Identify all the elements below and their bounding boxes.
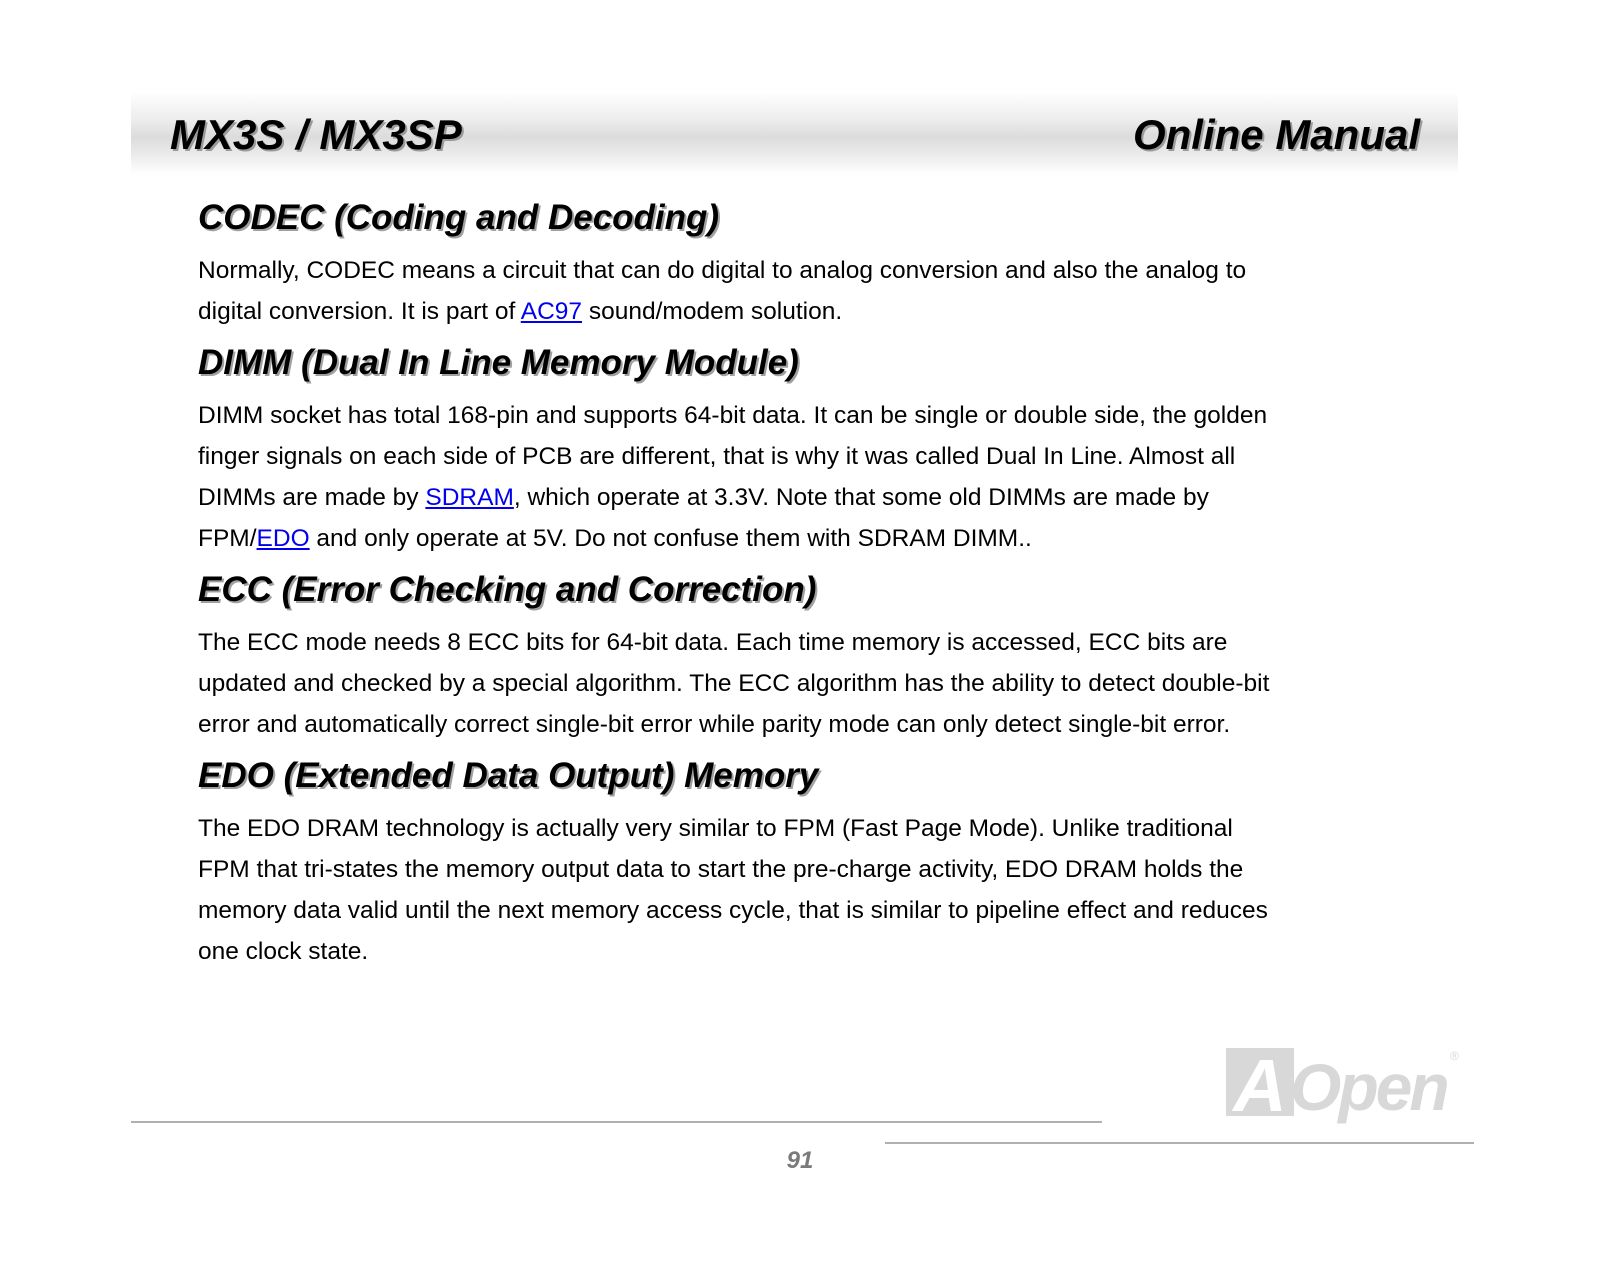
registered-mark-icon: ® xyxy=(1450,1049,1459,1063)
body-text: error and automatically correct single-bit error while parity mode can only detect single-bit error. xyxy=(198,711,1231,738)
section-heading: CODEC (Coding and Decoding) xyxy=(198,198,720,237)
glossary-link-ac97[interactable]: AC97 xyxy=(520,298,583,325)
body-line xyxy=(198,808,1438,849)
body-text: , which operate at 3.3V. Note that some old DIMMs are made by xyxy=(513,484,1209,511)
section-heading: DIMM (Dual In Line Memory Module) xyxy=(198,343,799,382)
body-line xyxy=(198,622,1438,663)
body-line xyxy=(198,890,1438,931)
body-line xyxy=(198,291,1438,332)
body-text: The ECC mode needs 8 ECC bits for 64-bit data. Each time memory is accessed, ECC bits are xyxy=(198,629,1228,656)
body-text: The EDO DRAM technology is actually very similar to FPM (Fast Page Mode). Unlike traditional xyxy=(198,815,1233,842)
footer-rule-left xyxy=(131,1121,1102,1123)
page-number: 91 xyxy=(786,1147,814,1174)
aopen-logo-open: Open xyxy=(1290,1050,1447,1124)
body-text: FPM/ xyxy=(198,525,257,552)
body-line xyxy=(198,250,1438,291)
body-text: DIMM socket has total 168-pin and supports 64-bit data. It can be single or double side, the golden xyxy=(198,402,1268,429)
body-text: memory data valid until the next memory access cycle, that is similar to pipeline effect and reduces xyxy=(198,897,1268,924)
body-line xyxy=(198,395,1438,436)
footer-rule-right xyxy=(885,1142,1474,1144)
body-text: updated and checked by a special algorithm. The ECC algorithm has the ability to detect double-bit xyxy=(198,670,1270,697)
manual-model-title: MX3S / MX3SP xyxy=(170,111,462,158)
body-text: DIMMs are made by xyxy=(198,484,426,511)
section-heading: ECC (Error Checking and Correction) xyxy=(198,570,817,609)
body-line xyxy=(198,477,1438,518)
section-body xyxy=(198,250,1438,332)
body-line xyxy=(198,663,1438,704)
glossary-link-sdram[interactable]: SDRAM xyxy=(425,484,514,511)
body-text: and only operate at 5V. Do not confuse them with SDRAM DIMM.. xyxy=(309,525,1032,552)
body-text: one clock state. xyxy=(198,938,369,965)
body-line xyxy=(198,518,1438,559)
glossary-link-edo[interactable]: EDO xyxy=(256,525,310,552)
body-text: sound/modem solution. xyxy=(582,298,843,325)
section-body xyxy=(198,622,1438,745)
body-line xyxy=(198,849,1438,890)
body-text: FPM that tri-states the memory output data to start the pre-charge activity, EDO DRAM holds the xyxy=(198,856,1244,883)
body-line xyxy=(198,704,1438,745)
aopen-logo-a: A xyxy=(1233,1044,1287,1127)
body-line xyxy=(198,931,1438,972)
section-heading: EDO (Extended Data Output) Memory xyxy=(198,756,819,795)
section-body xyxy=(198,395,1438,559)
glossary-content xyxy=(198,190,1438,975)
section-body xyxy=(198,808,1438,972)
body-text: finger signals on each side of PCB are different, that is why it was called Dual In Line. Almost all xyxy=(198,443,1236,470)
aopen-logo xyxy=(1224,1040,1464,1130)
body-line xyxy=(198,436,1438,477)
body-text: Normally, CODEC means a circuit that can do digital to analog conversion and also the analog to xyxy=(198,257,1247,284)
manual-type-title: Online Manual xyxy=(1132,111,1420,158)
body-text: digital conversion. It is part of xyxy=(198,298,521,325)
